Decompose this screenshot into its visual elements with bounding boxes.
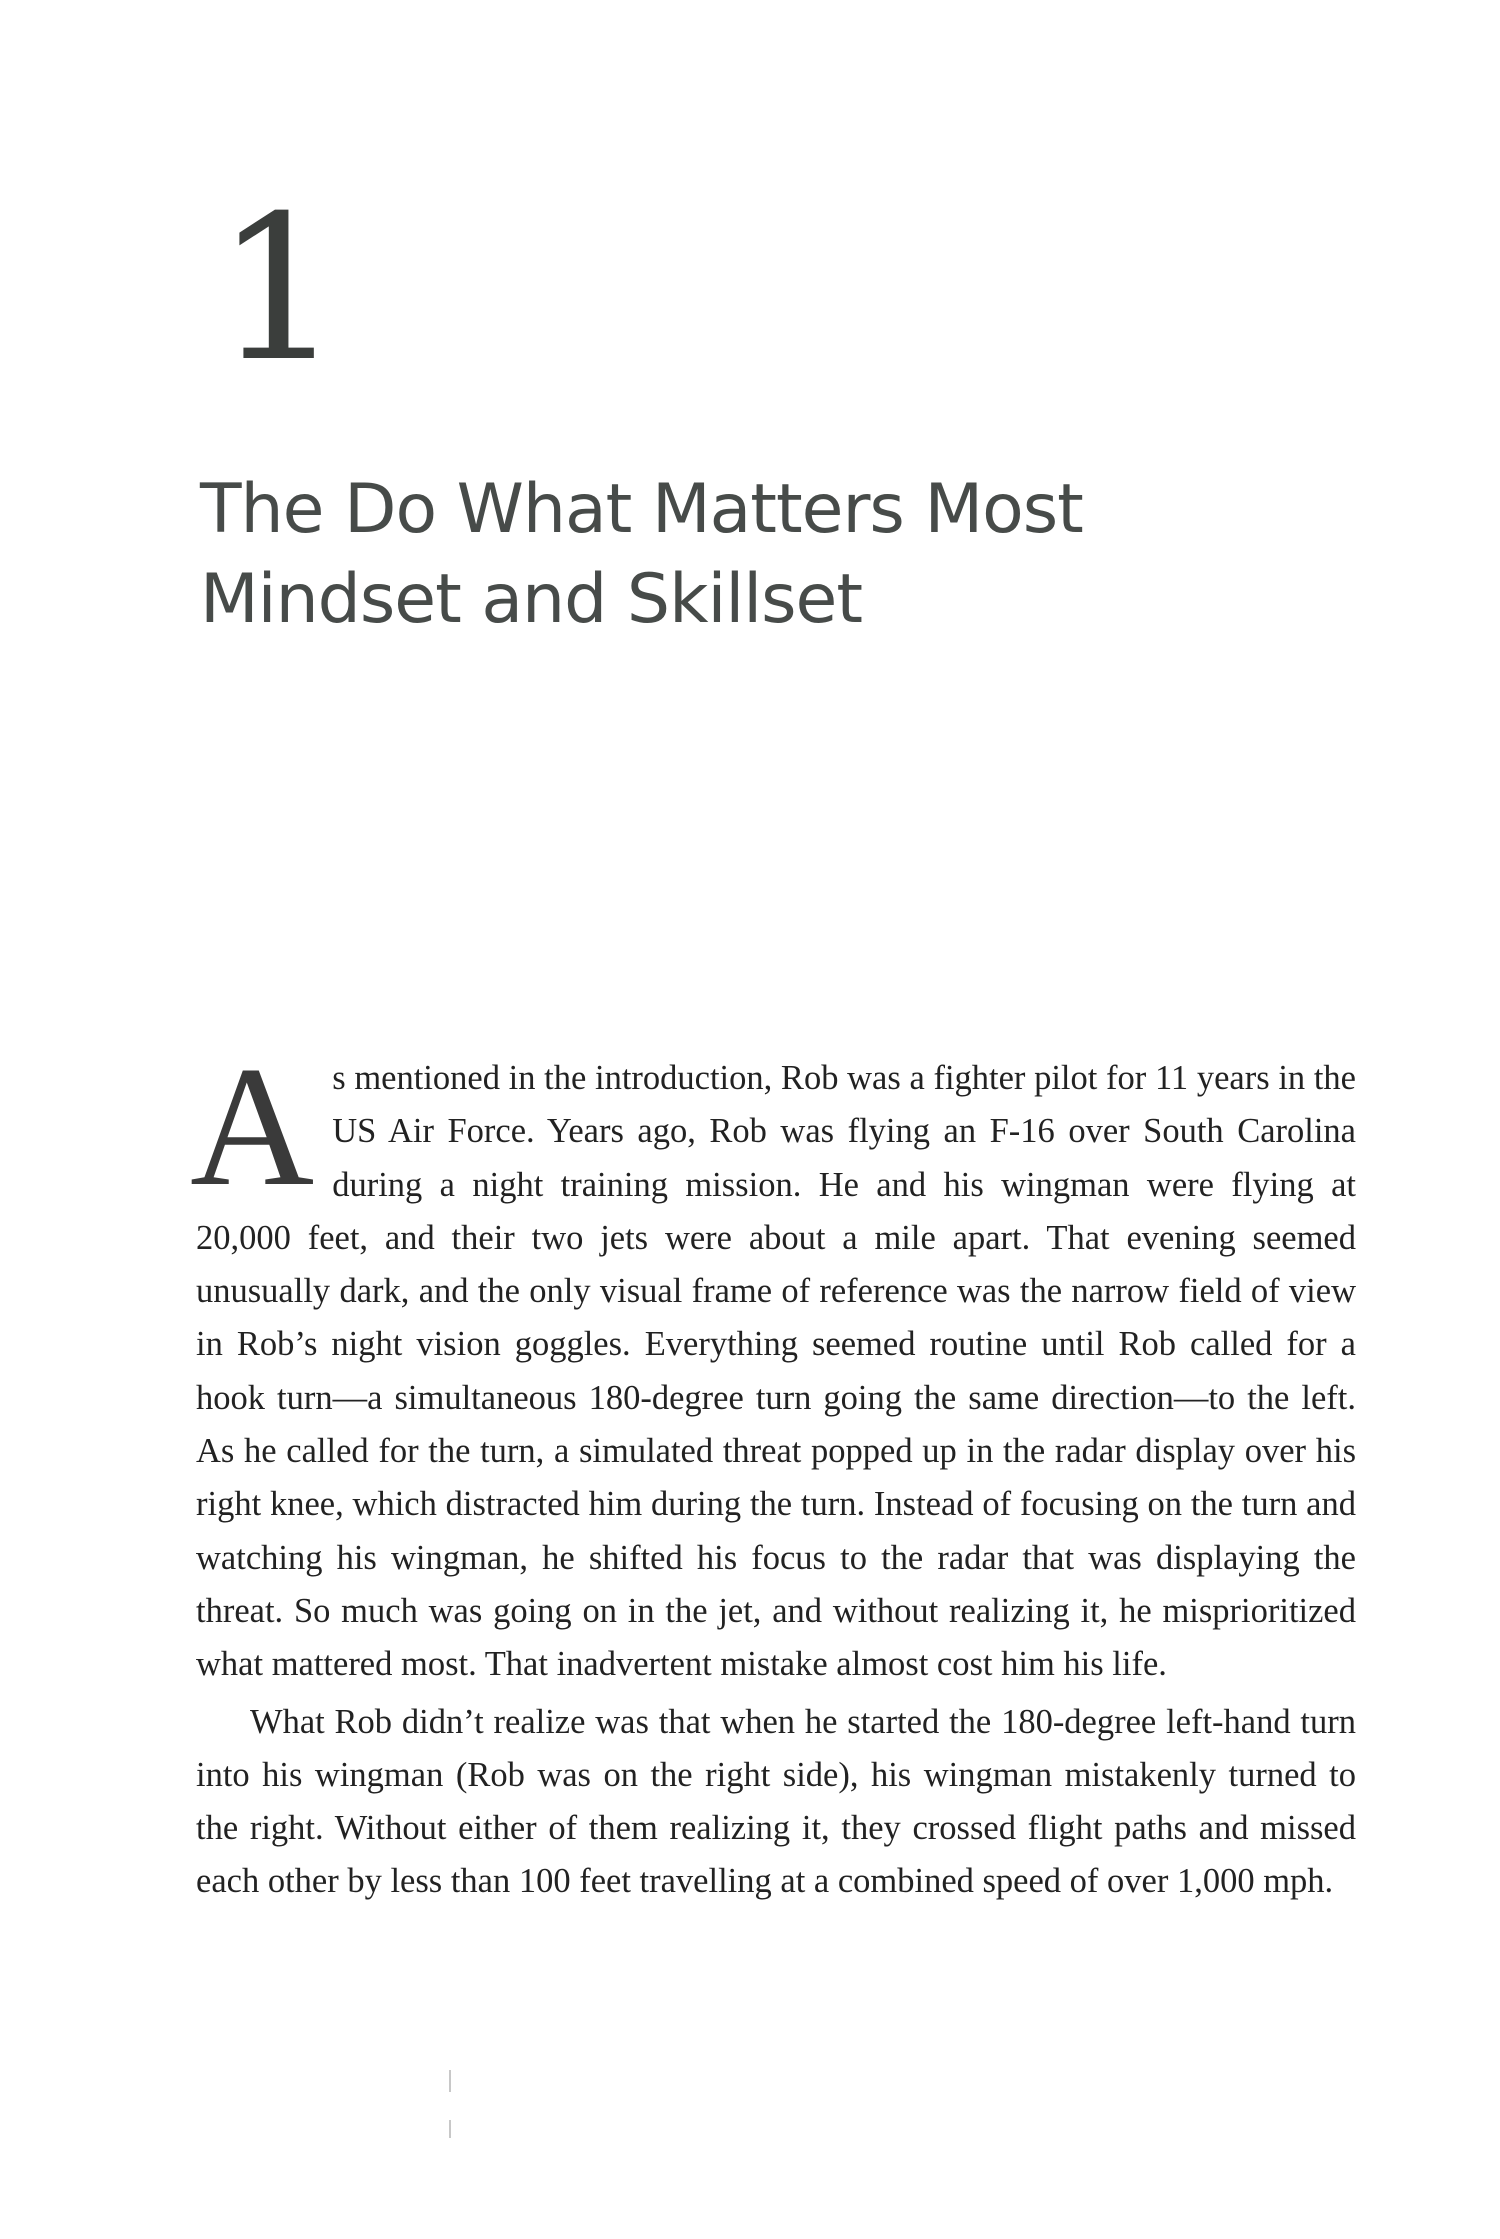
paragraph-2: What Rob didn’t realize was that when he started the 180-degree left-hand turn into his wingman (Rob was on the right side), his wingman mistakenly turned to the right. Without either of them realizing it, they crossed flight paths and missed each other by less than 100 feet travelling at a combined speed of over 1,000 mph. [196, 1702, 1356, 1901]
scan-artifact-mark [449, 2120, 451, 2138]
paragraph-1 [190, 1032, 1356, 1692]
chapter-title-line-1: The Do What Matters Most [200, 470, 1083, 549]
drop-cap: A [190, 1032, 315, 1222]
paragraph-1-text: s mentioned in the introduction, Rob was a fighter pilot for 11 years in the US Air Force. Years ago, Rob was flying an F-16 over South Carolina during a night training mission. He and his wingman were flying at 20,000 feet, and their two jets were about a mile apart. That evening seemed unusually dark, and the only visual frame of reference was the narrow field of view in Rob’s night vision goggles. Everything seemed routine until Rob called for a hook turn—a simultaneous 180-degree turn going the same direction—to the left. As he called for the turn, a simulated threat popped up in the radar display over his right knee, which distracted him during the turn. Instead of focusing on the turn and watching his wingman, he shifted his focus to the radar that was displaying the threat. So much was going on in the jet, and without realizing it, he misprioritized what mattered most. That inadvertent mistake almost cost him his life. [196, 1059, 1356, 1684]
chapter-title-line-2: Mindset and Skillset [200, 560, 863, 639]
scan-artifact-mark [449, 2070, 451, 2092]
chapter-title [200, 465, 1350, 645]
chapter-number: 1 [215, 173, 343, 406]
chapter-body [190, 1032, 1356, 1909]
